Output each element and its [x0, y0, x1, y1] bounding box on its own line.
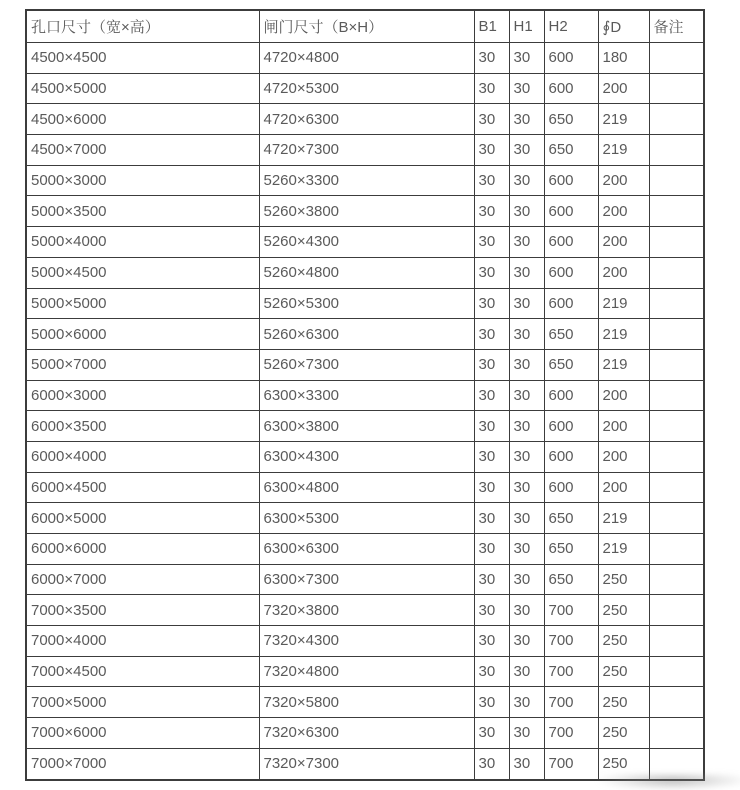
table-cell: 30	[474, 227, 509, 258]
table-cell: 4500×4500	[26, 43, 259, 74]
table-cell	[649, 135, 704, 166]
table-cell: 30	[474, 626, 509, 657]
table-cell: 200	[598, 441, 649, 472]
table-cell: 30	[474, 380, 509, 411]
table-cell: 30	[509, 534, 544, 565]
column-header: 备注	[649, 10, 704, 43]
table-cell: 650	[544, 319, 598, 350]
table-cell: 30	[474, 687, 509, 718]
table-cell: 219	[598, 319, 649, 350]
table-cell: 7320×4800	[259, 656, 474, 687]
table-cell: 4500×7000	[26, 135, 259, 166]
table-cell: 30	[509, 626, 544, 657]
table-cell: 250	[598, 687, 649, 718]
table-row	[26, 534, 704, 565]
table-cell	[649, 288, 704, 319]
table-cell: 5260×5300	[259, 288, 474, 319]
table-cell: 200	[598, 380, 649, 411]
table-row	[26, 196, 704, 227]
table-row	[26, 564, 704, 595]
table-cell: 6000×3500	[26, 411, 259, 442]
table-row	[26, 472, 704, 503]
table-cell: 700	[544, 687, 598, 718]
table-row	[26, 227, 704, 258]
table-cell: 30	[509, 687, 544, 718]
table-cell	[649, 380, 704, 411]
table-cell: 250	[598, 718, 649, 749]
table-cell: 5000×7000	[26, 349, 259, 380]
table-cell: 219	[598, 503, 649, 534]
table-cell: 5260×3800	[259, 196, 474, 227]
table-cell	[649, 411, 704, 442]
column-header: ∮D	[598, 10, 649, 43]
header-row	[26, 10, 704, 43]
table-cell: 6300×3800	[259, 411, 474, 442]
table-cell: 30	[474, 319, 509, 350]
table-cell	[649, 104, 704, 135]
column-header: H2	[544, 10, 598, 43]
table-cell: 30	[474, 43, 509, 74]
table-cell: 30	[474, 288, 509, 319]
table-cell: 30	[474, 534, 509, 565]
table-cell: 7000×3500	[26, 595, 259, 626]
table-cell: 5000×4000	[26, 227, 259, 258]
table-cell: 4500×6000	[26, 104, 259, 135]
table-cell	[649, 748, 704, 779]
table-cell	[649, 227, 704, 258]
table-row	[26, 319, 704, 350]
table-cell: 30	[474, 196, 509, 227]
table-cell: 5000×3000	[26, 165, 259, 196]
table-cell	[649, 503, 704, 534]
table-cell: 5000×6000	[26, 319, 259, 350]
table-cell	[649, 165, 704, 196]
table-cell: 219	[598, 349, 649, 380]
table-cell: 30	[509, 257, 544, 288]
table-cell: 30	[509, 748, 544, 779]
table-cell: 30	[509, 227, 544, 258]
column-header: H1	[509, 10, 544, 43]
table-cell: 7000×6000	[26, 718, 259, 749]
table-cell: 200	[598, 472, 649, 503]
table-cell	[649, 595, 704, 626]
table-row	[26, 687, 704, 718]
table-cell: 5260×6300	[259, 319, 474, 350]
table-cell: 30	[474, 165, 509, 196]
table-cell: 200	[598, 73, 649, 104]
table-cell: 7320×6300	[259, 718, 474, 749]
column-header: B1	[474, 10, 509, 43]
table-cell: 600	[544, 165, 598, 196]
table-cell	[649, 349, 704, 380]
table-cell: 600	[544, 196, 598, 227]
table-body	[26, 43, 704, 780]
table-cell: 5260×3300	[259, 165, 474, 196]
table-row	[26, 135, 704, 166]
table-cell: 30	[509, 656, 544, 687]
table-cell: 6000×5000	[26, 503, 259, 534]
table-cell: 600	[544, 227, 598, 258]
table-cell: 7320×3800	[259, 595, 474, 626]
table-cell: 200	[598, 257, 649, 288]
table-cell	[649, 656, 704, 687]
table-row	[26, 656, 704, 687]
table-cell: 6000×4500	[26, 472, 259, 503]
table-cell: 30	[509, 135, 544, 166]
table-cell: 30	[509, 380, 544, 411]
table-cell	[649, 73, 704, 104]
table-cell: 30	[474, 411, 509, 442]
table-cell: 7320×4300	[259, 626, 474, 657]
table-cell: 4720×6300	[259, 104, 474, 135]
table-cell: 200	[598, 165, 649, 196]
table-cell: 30	[474, 503, 509, 534]
table-cell: 30	[509, 165, 544, 196]
table-cell: 30	[509, 595, 544, 626]
table-cell: 700	[544, 595, 598, 626]
table-cell: 600	[544, 257, 598, 288]
table-row	[26, 748, 704, 779]
table-cell	[649, 718, 704, 749]
table-cell: 30	[509, 718, 544, 749]
table-cell: 6300×6300	[259, 534, 474, 565]
table-row	[26, 73, 704, 104]
table-cell: 30	[474, 73, 509, 104]
table-cell: 6300×5300	[259, 503, 474, 534]
table-cell: 650	[544, 104, 598, 135]
table-cell: 30	[474, 349, 509, 380]
table-cell: 219	[598, 135, 649, 166]
table-cell: 650	[544, 564, 598, 595]
table-cell: 7000×7000	[26, 748, 259, 779]
table-cell: 6300×4300	[259, 441, 474, 472]
table-cell: 30	[474, 104, 509, 135]
table-cell: 6300×3300	[259, 380, 474, 411]
table-cell	[649, 319, 704, 350]
table-cell	[649, 626, 704, 657]
table-cell: 200	[598, 411, 649, 442]
table-cell: 4720×5300	[259, 73, 474, 104]
table-cell: 650	[544, 503, 598, 534]
table-cell: 6300×7300	[259, 564, 474, 595]
table-cell: 600	[544, 43, 598, 74]
table-cell: 30	[474, 718, 509, 749]
table-cell: 30	[474, 564, 509, 595]
table-cell: 30	[509, 196, 544, 227]
table-cell: 30	[474, 472, 509, 503]
table-cell: 5260×4800	[259, 257, 474, 288]
table-cell: 4720×4800	[259, 43, 474, 74]
table-cell: 6000×3000	[26, 380, 259, 411]
table-cell: 600	[544, 472, 598, 503]
table-cell: 5000×3500	[26, 196, 259, 227]
table-cell: 30	[474, 441, 509, 472]
table-cell	[649, 196, 704, 227]
table-cell: 30	[509, 564, 544, 595]
column-header: 闸门尺寸（B×H）	[259, 10, 474, 43]
table-cell: 5260×7300	[259, 349, 474, 380]
table-cell: 700	[544, 718, 598, 749]
table-cell: 180	[598, 43, 649, 74]
column-header: 孔口尺寸（宽×高）	[26, 10, 259, 43]
table-cell: 700	[544, 656, 598, 687]
table-cell: 30	[509, 441, 544, 472]
table-cell: 250	[598, 564, 649, 595]
table-cell: 5000×5000	[26, 288, 259, 319]
table-cell	[649, 257, 704, 288]
table-cell	[649, 441, 704, 472]
table-cell: 219	[598, 288, 649, 319]
table-cell: 30	[474, 135, 509, 166]
table-cell: 30	[474, 257, 509, 288]
table-cell: 200	[598, 227, 649, 258]
table-cell: 5260×4300	[259, 227, 474, 258]
table-cell: 30	[509, 411, 544, 442]
spec-table	[25, 9, 705, 781]
table-cell: 7000×4500	[26, 656, 259, 687]
table-cell: 250	[598, 656, 649, 687]
table-cell: 6000×7000	[26, 564, 259, 595]
table-cell: 30	[509, 349, 544, 380]
table-row	[26, 43, 704, 74]
table-cell: 250	[598, 595, 649, 626]
table-cell	[649, 534, 704, 565]
table-cell: 7320×7300	[259, 748, 474, 779]
table-row	[26, 626, 704, 657]
table-row	[26, 411, 704, 442]
table-cell	[649, 43, 704, 74]
table-cell: 219	[598, 534, 649, 565]
table-cell	[649, 687, 704, 718]
table-row	[26, 441, 704, 472]
table-cell: 4500×5000	[26, 73, 259, 104]
table-cell: 250	[598, 626, 649, 657]
table-cell: 6000×4000	[26, 441, 259, 472]
table-row	[26, 349, 704, 380]
table-cell: 30	[509, 472, 544, 503]
table-cell: 600	[544, 73, 598, 104]
table-cell	[649, 564, 704, 595]
table-cell: 6300×4800	[259, 472, 474, 503]
table-row	[26, 380, 704, 411]
table-row	[26, 288, 704, 319]
table-cell: 30	[509, 319, 544, 350]
table-row	[26, 165, 704, 196]
table-cell: 7320×5800	[259, 687, 474, 718]
table-cell: 4720×7300	[259, 135, 474, 166]
table-cell: 700	[544, 748, 598, 779]
table-cell: 30	[509, 503, 544, 534]
table-row	[26, 104, 704, 135]
table-cell: 700	[544, 626, 598, 657]
table-cell: 650	[544, 135, 598, 166]
table-cell: 6000×6000	[26, 534, 259, 565]
table-cell: 600	[544, 288, 598, 319]
table-cell: 200	[598, 196, 649, 227]
table-cell: 7000×5000	[26, 687, 259, 718]
table-row	[26, 595, 704, 626]
table-cell: 250	[598, 748, 649, 779]
table-row	[26, 718, 704, 749]
table-row	[26, 503, 704, 534]
table-cell	[649, 472, 704, 503]
table-cell: 600	[544, 411, 598, 442]
table-cell: 600	[544, 441, 598, 472]
table-cell: 650	[544, 534, 598, 565]
table-cell: 30	[509, 43, 544, 74]
table-cell: 30	[509, 73, 544, 104]
table-cell: 30	[509, 288, 544, 319]
table-row	[26, 257, 704, 288]
table-cell: 30	[474, 748, 509, 779]
table-cell: 30	[474, 595, 509, 626]
table-cell: 30	[509, 104, 544, 135]
table-cell: 600	[544, 380, 598, 411]
table-cell: 219	[598, 104, 649, 135]
table-cell: 30	[474, 656, 509, 687]
table-cell: 7000×4000	[26, 626, 259, 657]
table-cell: 650	[544, 349, 598, 380]
table-cell: 5000×4500	[26, 257, 259, 288]
